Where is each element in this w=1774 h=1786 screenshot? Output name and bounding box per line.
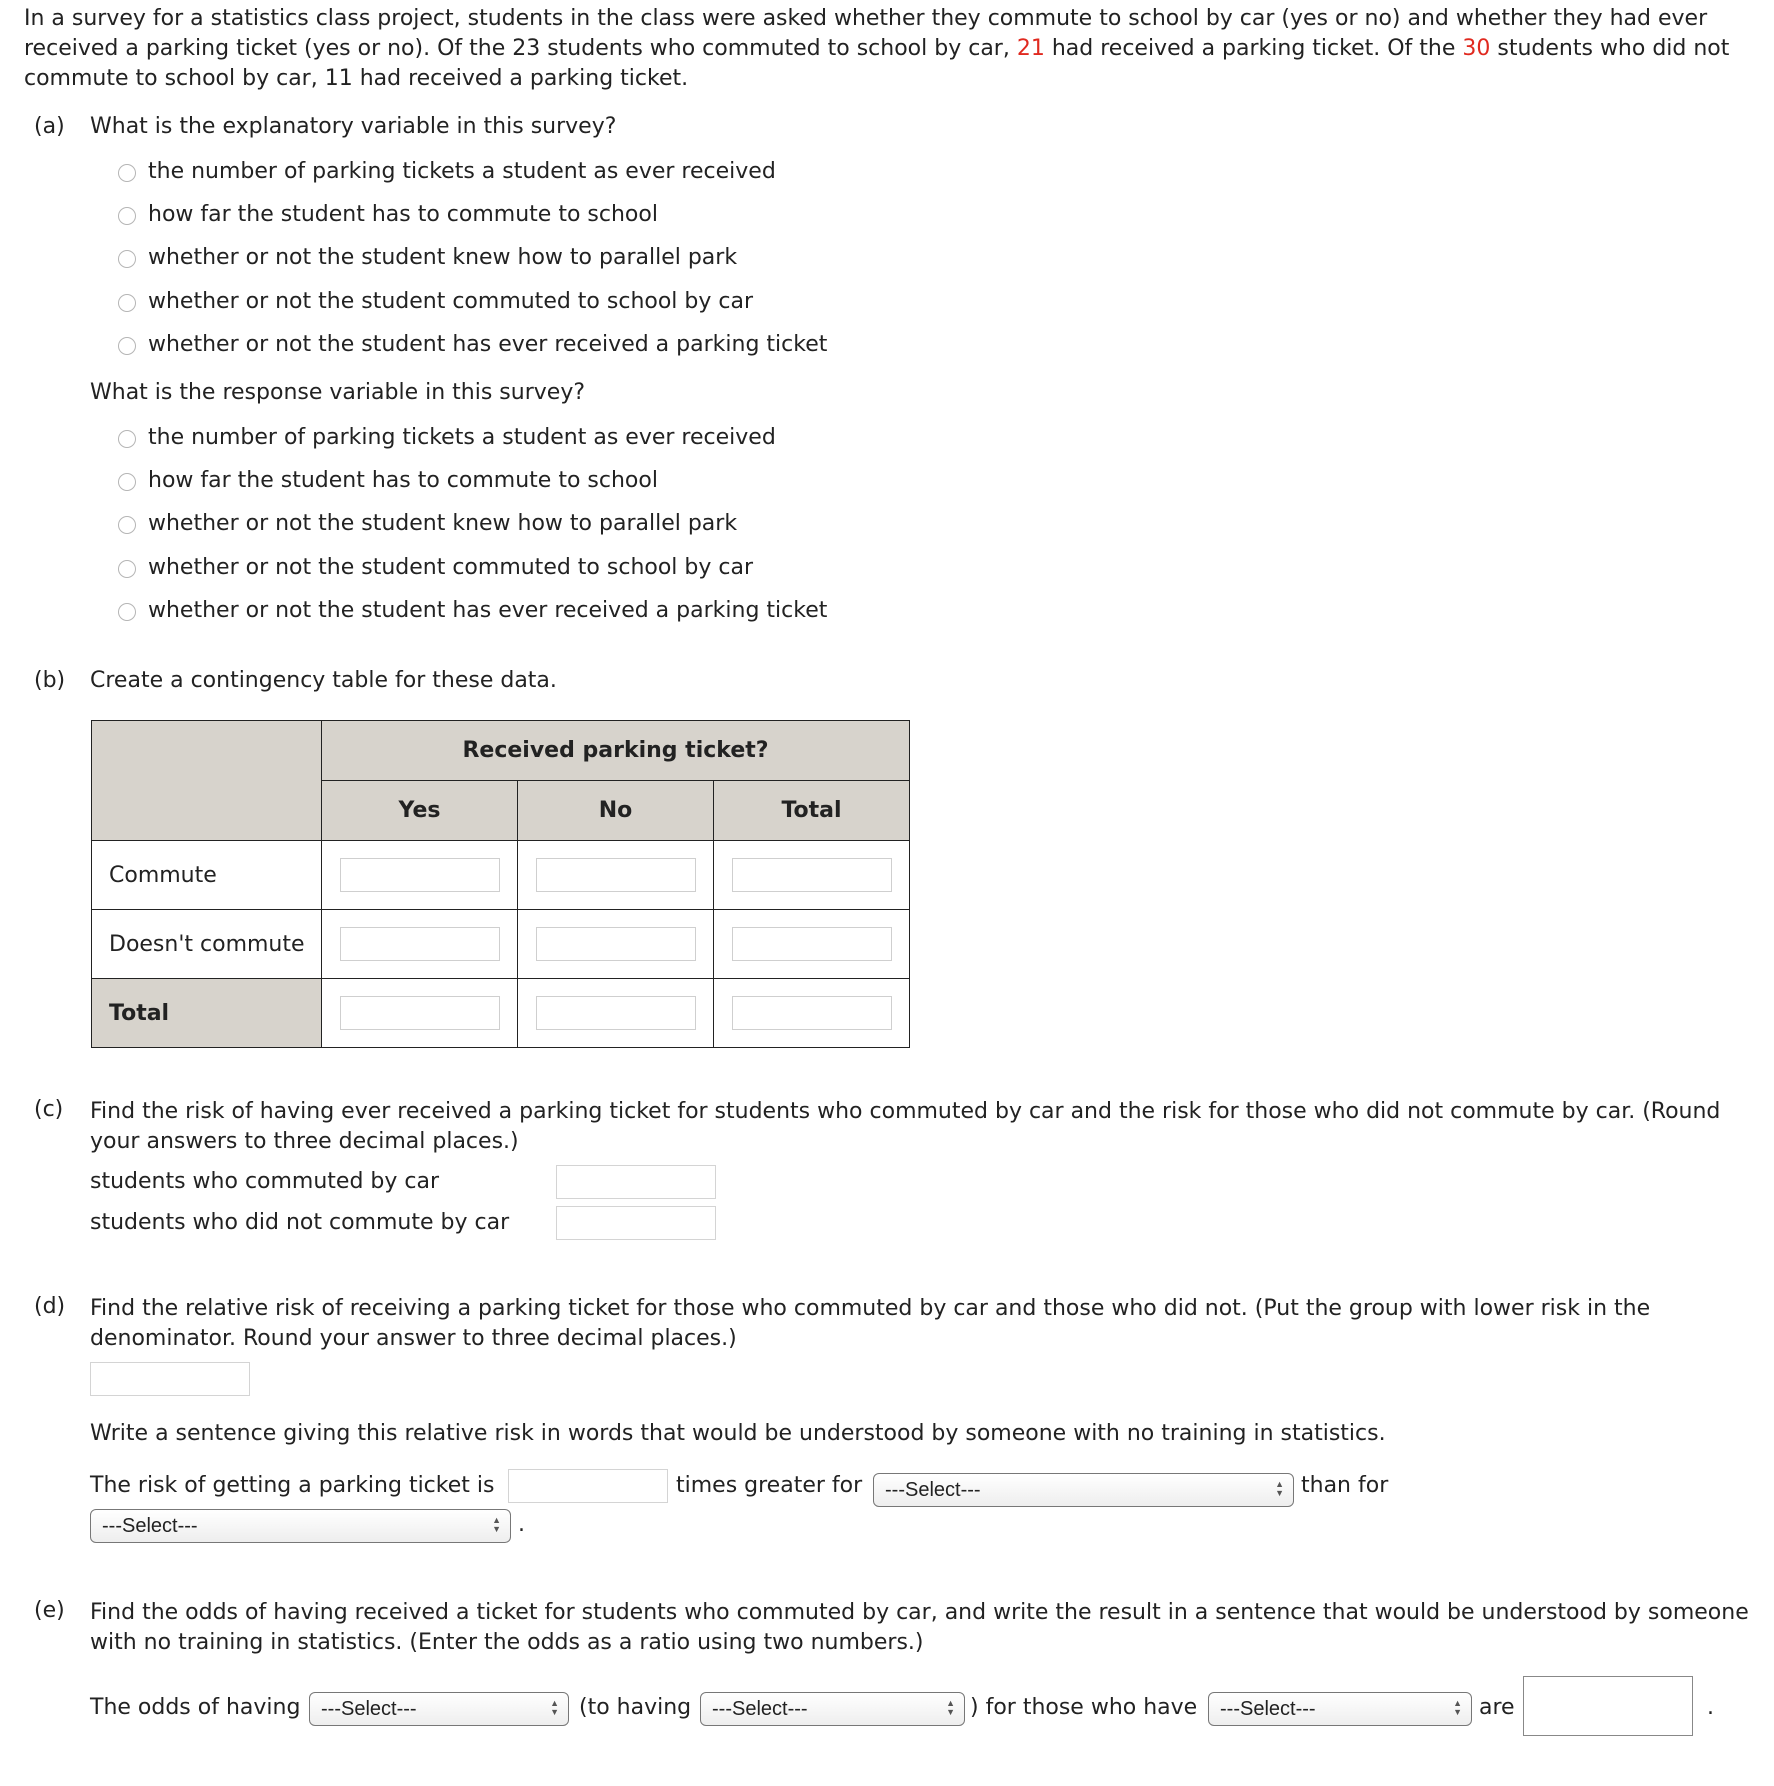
select-arrow-icon: ▲ ▼ xyxy=(550,1698,559,1717)
part-b-text: Create a contingency table for these data. xyxy=(90,668,557,693)
part-c-label: (c) xyxy=(34,1097,64,1122)
rr-sentence-start: The risk of getting a parking ticket is xyxy=(90,1473,495,1498)
row-label-total: Total xyxy=(92,979,322,1048)
radio-button[interactable] xyxy=(118,337,136,355)
odds-sentence-period: . xyxy=(1707,1695,1714,1720)
explanatory-option[interactable]: the number of parking tickets a student as ever received xyxy=(118,156,776,186)
sentence-prompt: Write a sentence giving this relative risk in words that would be understood by someone with no training in statistics. xyxy=(90,1421,1386,1446)
table-header-ticket: Received parking ticket? xyxy=(322,721,910,781)
odds-sentence-are: are xyxy=(1479,1695,1515,1720)
explanatory-option[interactable]: whether or not the student knew how to parallel park xyxy=(118,242,737,272)
explanatory-option[interactable]: whether or not the student has ever received a parking ticket xyxy=(118,329,827,359)
odds-group-select[interactable]: ---Select--- ▲ ▼ xyxy=(1208,1692,1472,1726)
table-row xyxy=(92,979,910,1048)
table-row xyxy=(92,910,910,979)
cell-input[interactable] xyxy=(340,927,500,961)
part-a-label: (a) xyxy=(34,114,65,139)
rr-compare-select[interactable]: ---Select--- ▲ ▼ xyxy=(90,1509,511,1543)
cell-input[interactable] xyxy=(536,858,696,892)
odds-sentence-group: ) for those who have xyxy=(970,1695,1198,1720)
intro-text-3: students who did not commute to school by car, 11 had received a parking ticket. xyxy=(24,36,1730,91)
response-option[interactable]: whether or not the student knew how to parallel park xyxy=(118,508,737,538)
part-d-text: Find the relative risk of receiving a parking ticket for those who commuted by car and those who did not. (Put the group with lower risk in the denominator. Round your answer to three decimal places.) xyxy=(90,1296,1651,1351)
select-arrow-icon: ▲ ▼ xyxy=(946,1698,955,1717)
radio-button[interactable] xyxy=(118,164,136,182)
radio-button[interactable] xyxy=(118,603,136,621)
cell-input[interactable] xyxy=(536,927,696,961)
risk-not-commuted-input[interactable] xyxy=(556,1206,716,1240)
select-arrow-icon: ▲ ▼ xyxy=(492,1515,501,1534)
odds-sentence-to: (to having xyxy=(579,1695,692,1720)
cell-input[interactable] xyxy=(340,996,500,1030)
rr-sentence-period: . xyxy=(518,1512,525,1537)
radio-button[interactable] xyxy=(118,250,136,268)
radio-button[interactable] xyxy=(118,473,136,491)
intro-number-non-commuters: 30 xyxy=(1462,36,1491,61)
part-c-text: Find the risk of having ever received a parking ticket for students who commuted by car and the risk for those who did not commute by car. (Round your answers to three decimal places.) xyxy=(90,1099,1721,1154)
odds-numerator-select[interactable]: ---Select--- ▲ ▼ xyxy=(309,1692,569,1726)
contingency-table xyxy=(91,720,910,1048)
odds-ratio-input[interactable] xyxy=(1523,1676,1693,1736)
part-b-label: (b) xyxy=(34,668,66,693)
problem-intro xyxy=(24,4,1754,94)
odds-sentence-start: The odds of having xyxy=(90,1695,301,1720)
rr-group-select[interactable]: ---Select--- ▲ ▼ xyxy=(873,1473,1294,1507)
relative-risk-input[interactable] xyxy=(90,1362,250,1396)
radio-button[interactable] xyxy=(118,430,136,448)
col-header-no: No xyxy=(518,781,714,841)
part-e-text: Find the odds of having received a ticket for students who commuted by car, and write the result in a sentence that would be understood by someone with no training in statistics. (Enter the odds as a ratio using two numbers.) xyxy=(90,1600,1749,1655)
response-question: What is the response variable in this survey? xyxy=(90,380,586,405)
response-option[interactable]: whether or not the student has ever received a parking ticket xyxy=(118,595,827,625)
explanatory-option[interactable]: how far the student has to commute to school xyxy=(118,199,658,229)
rr-sentence-input[interactable] xyxy=(508,1469,668,1503)
risk-commuted-input[interactable] xyxy=(556,1165,716,1199)
radio-button[interactable] xyxy=(118,560,136,578)
explanatory-option[interactable]: whether or not the student commuted to school by car xyxy=(118,286,753,316)
risk-commuted-label: students who commuted by car xyxy=(90,1169,440,1194)
select-arrow-icon: ▲ ▼ xyxy=(1453,1698,1462,1717)
cell-input[interactable] xyxy=(732,996,892,1030)
row-label-commute: Commute xyxy=(92,841,322,910)
row-label-doesnt-commute: Doesn't commute xyxy=(92,910,322,979)
radio-button[interactable] xyxy=(118,294,136,312)
intro-text-1: In a survey for a statistics class project, students in the class were asked whether they commute to school by car (yes or no) and whether they had ever received a parking ticket (yes or no). Of the 23 students who commuted to school by car, xyxy=(24,6,1708,61)
table-corner xyxy=(92,721,322,841)
rr-sentence-than: than for xyxy=(1301,1473,1389,1498)
cell-input[interactable] xyxy=(340,858,500,892)
select-arrow-icon: ▲ ▼ xyxy=(1275,1479,1284,1498)
col-header-yes: Yes xyxy=(322,781,518,841)
response-option[interactable]: the number of parking tickets a student as ever received xyxy=(118,422,776,452)
radio-button[interactable] xyxy=(118,516,136,534)
odds-denominator-select[interactable]: ---Select--- ▲ ▼ xyxy=(700,1692,965,1726)
cell-input[interactable] xyxy=(732,927,892,961)
risk-not-commuted-label: students who did not commute by car xyxy=(90,1210,510,1235)
col-header-total: Total xyxy=(714,781,910,841)
table-row xyxy=(92,841,910,910)
intro-number-commuters-ticketed: 21 xyxy=(1016,36,1045,61)
explanatory-question: What is the explanatory variable in this survey? xyxy=(90,114,617,139)
cell-input[interactable] xyxy=(536,996,696,1030)
radio-button[interactable] xyxy=(118,207,136,225)
part-d-label: (d) xyxy=(34,1294,66,1319)
response-option[interactable]: how far the student has to commute to school xyxy=(118,465,658,495)
cell-input[interactable] xyxy=(732,858,892,892)
rr-sentence-mid: times greater for xyxy=(676,1473,863,1498)
intro-text-2: had received a parking ticket. Of the xyxy=(1044,36,1463,61)
response-option[interactable]: whether or not the student commuted to school by car xyxy=(118,552,753,582)
part-e-label: (e) xyxy=(34,1598,65,1623)
